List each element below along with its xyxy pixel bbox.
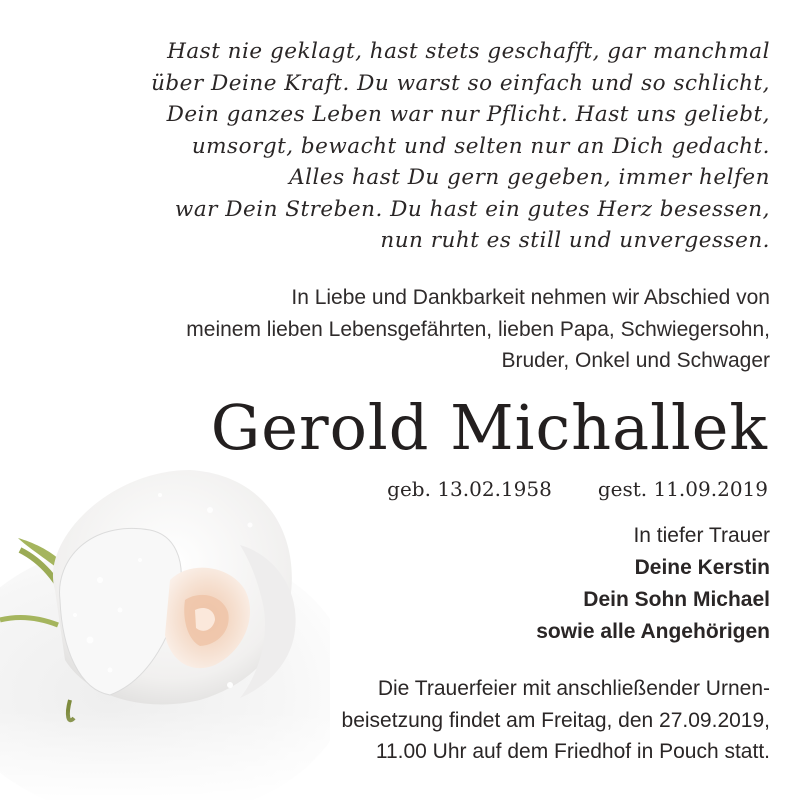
poem-line: Dein ganzes Leben war nur Pflicht. Hast uns geliebt,: [166, 102, 770, 127]
mourner-name: Dein Sohn Michael: [583, 588, 770, 611]
death-date: gest. 11.09.2019: [597, 477, 768, 501]
ceremony-line: beisetzung findet am Freitag, den 27.09.2019,: [341, 708, 770, 732]
farewell-line: In Liebe und Dankbarkeit nehmen wir Abschied von: [291, 286, 770, 309]
poem: [70, 36, 770, 257]
ceremony-info: [210, 673, 770, 768]
mourner-name: Deine Kerstin: [634, 556, 770, 579]
life-dates: [387, 474, 768, 504]
mourners-intro: In tiefer Trauer: [633, 524, 770, 547]
farewell-line: Bruder, Onkel und Schwager: [501, 349, 770, 372]
poem-line: umsorgt, bewacht und selten nur an Dich gedacht.: [191, 133, 770, 159]
deceased-name: Gerold Michallek: [210, 391, 768, 464]
ceremony-line: Die Trauerfeier mit anschließender Urnen-: [377, 677, 770, 700]
birth-date: geb. 13.02.1958: [387, 477, 552, 501]
poem-line: über Deine Kraft. Du warst so einfach und so schlicht,: [151, 70, 770, 96]
farewell-text: [30, 282, 770, 377]
farewell-line: meinem lieben Lebensgefährten, lieben Papa, Schwiegersohn,: [186, 317, 770, 341]
poem-line: nun ruht es still und unvergessen.: [380, 228, 770, 253]
ceremony-line: 11.00 Uhr auf dem Friedhof in Pouch statt.: [375, 740, 770, 763]
mourners: [370, 520, 770, 648]
mourner-name: sowie alle Angehörigen: [536, 620, 770, 643]
poem-line: Hast nie geklagt, hast stets geschafft, gar manchmal: [167, 39, 770, 64]
poem-line: war Dein Streben. Du hast ein gutes Herz besessen,: [174, 196, 770, 222]
poem-line: Alles hast Du gern gegeben, immer helfen: [289, 165, 770, 190]
